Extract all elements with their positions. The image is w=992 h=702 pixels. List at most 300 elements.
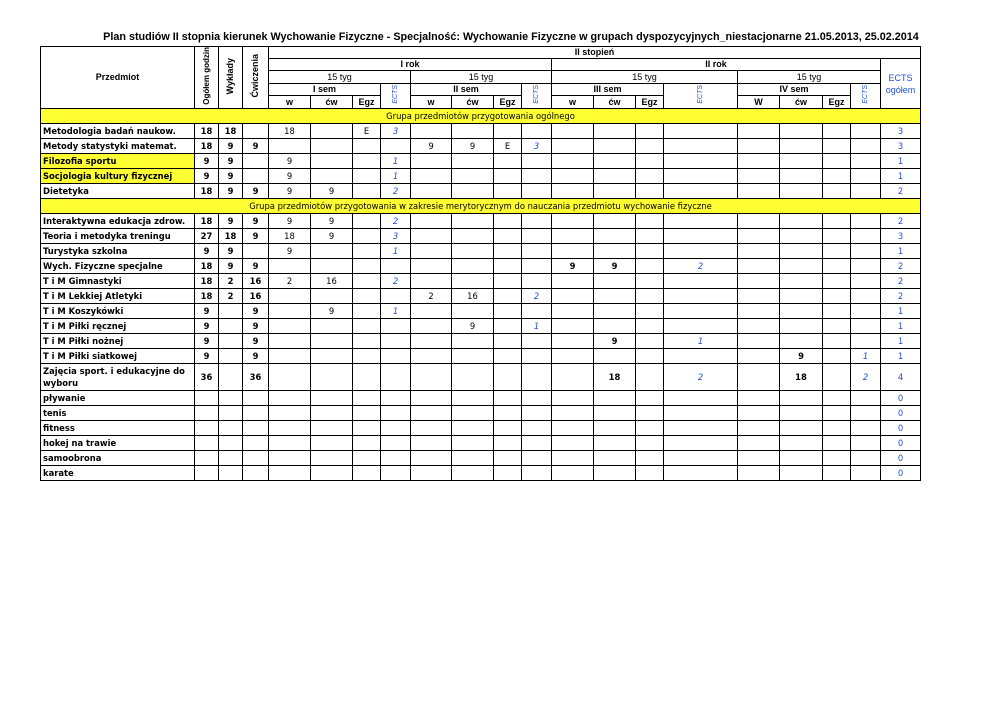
cell-s2c — [452, 229, 494, 244]
cell-s1c: 9 — [311, 229, 353, 244]
cell-s3e — [636, 229, 664, 244]
cell-cwi: 9 — [243, 139, 269, 154]
table-row — [41, 229, 921, 244]
cell-s3c: 9 — [594, 334, 636, 349]
cell-s2x — [522, 154, 552, 169]
cell-s4w — [738, 289, 780, 304]
cell-s1e — [353, 274, 381, 289]
cell-s3e — [636, 349, 664, 364]
cell-s2e — [494, 124, 522, 139]
cell-s2e — [494, 406, 522, 421]
cell-ects: 4 — [881, 364, 921, 391]
cell-s2e — [494, 214, 522, 229]
cell-s1x: 1 — [381, 154, 411, 169]
cell-s2w — [411, 304, 452, 319]
subject-name: samoobrona — [41, 451, 195, 466]
cell-s4w — [738, 154, 780, 169]
cell-s3c — [594, 289, 636, 304]
table-row — [41, 124, 921, 139]
cell-s1w — [269, 319, 311, 334]
header-w-sem2: w — [411, 96, 452, 109]
table-row — [41, 214, 921, 229]
cell-s4w — [738, 391, 780, 406]
cell-s2c — [452, 466, 494, 481]
cell-ects: 0 — [881, 436, 921, 451]
header-sem1: I sem — [269, 84, 381, 96]
cell-tot: 9 — [195, 304, 219, 319]
cell-s1c — [311, 406, 353, 421]
cell-s2c — [452, 364, 494, 391]
cell-s3c — [594, 466, 636, 481]
cell-cwi — [243, 421, 269, 436]
subject-name: Turystyka szkolna — [41, 244, 195, 259]
cell-tot: 9 — [195, 169, 219, 184]
subject-name: Metody statystyki matemat. — [41, 139, 195, 154]
cell-ects: 2 — [881, 214, 921, 229]
table-row — [41, 289, 921, 304]
cell-s1x — [381, 349, 411, 364]
cell-s4c — [780, 169, 823, 184]
cell-s4c — [780, 334, 823, 349]
cell-s2c — [452, 304, 494, 319]
cell-s2e — [494, 319, 522, 334]
cell-s1w: 9 — [269, 184, 311, 199]
cell-s3e — [636, 451, 664, 466]
cell-s2c — [452, 406, 494, 421]
cell-cwi: 9 — [243, 259, 269, 274]
cell-s2e — [494, 244, 522, 259]
cell-s2c — [452, 421, 494, 436]
cell-s3w — [552, 214, 594, 229]
cell-s3w — [552, 184, 594, 199]
cell-s2w: 2 — [411, 289, 452, 304]
cell-s3x: 2 — [664, 259, 738, 274]
cell-s1w — [269, 364, 311, 391]
cell-s3x — [664, 169, 738, 184]
table-row — [41, 334, 921, 349]
cell-s3c — [594, 169, 636, 184]
table-body — [41, 109, 921, 481]
cell-s3c: 18 — [594, 364, 636, 391]
cell-s4e — [823, 319, 851, 334]
cell-s4x — [851, 289, 881, 304]
cell-s1x — [381, 391, 411, 406]
cell-s3c — [594, 436, 636, 451]
cell-s3e — [636, 436, 664, 451]
cell-cwi: 9 — [243, 229, 269, 244]
cell-tot: 18 — [195, 289, 219, 304]
cell-s1w: 9 — [269, 244, 311, 259]
cell-tot: 18 — [195, 274, 219, 289]
cell-s2x — [522, 364, 552, 391]
header-exercises: Ćwiczenia — [243, 47, 269, 109]
cell-cwi — [243, 406, 269, 421]
cell-cwi: 9 — [243, 349, 269, 364]
cell-s4e — [823, 124, 851, 139]
cell-tot — [195, 421, 219, 436]
cell-wyk — [219, 421, 243, 436]
cell-s2c — [452, 259, 494, 274]
cell-s4e — [823, 451, 851, 466]
cell-s1e — [353, 364, 381, 391]
cell-s3w — [552, 391, 594, 406]
cell-cwi: 9 — [243, 184, 269, 199]
cell-s4w — [738, 214, 780, 229]
cell-s1x — [381, 319, 411, 334]
cell-s2e — [494, 304, 522, 319]
cell-s1w — [269, 334, 311, 349]
cell-s3x: 1 — [664, 334, 738, 349]
cell-ects: 1 — [881, 154, 921, 169]
header-lectures: Wykłady — [219, 47, 243, 109]
cell-s1e — [353, 466, 381, 481]
cell-s4c — [780, 421, 823, 436]
cell-s2e — [494, 184, 522, 199]
cell-s2x: 1 — [522, 319, 552, 334]
cell-s2c — [452, 154, 494, 169]
cell-s3x — [664, 274, 738, 289]
cell-s2x — [522, 304, 552, 319]
subject-name: tenis — [41, 406, 195, 421]
cell-s4c — [780, 154, 823, 169]
cell-ects: 3 — [881, 229, 921, 244]
cell-s2c — [452, 124, 494, 139]
cell-s3e — [636, 421, 664, 436]
cell-s3e — [636, 289, 664, 304]
cell-s1c — [311, 364, 353, 391]
cell-wyk: 9 — [219, 244, 243, 259]
cell-ects: 2 — [881, 259, 921, 274]
cell-s4x: 1 — [851, 349, 881, 364]
cell-s3e — [636, 139, 664, 154]
cell-s3w — [552, 451, 594, 466]
cell-s4e — [823, 349, 851, 364]
cell-s1c — [311, 334, 353, 349]
table-row — [41, 406, 921, 421]
cell-tot: 9 — [195, 349, 219, 364]
cell-s2w — [411, 406, 452, 421]
cell-s1e: E — [353, 124, 381, 139]
cell-s4c — [780, 124, 823, 139]
cell-s2w — [411, 451, 452, 466]
cell-s3c — [594, 214, 636, 229]
cell-cwi — [243, 391, 269, 406]
cell-s2e — [494, 451, 522, 466]
cell-s2e — [494, 229, 522, 244]
cell-s3c — [594, 229, 636, 244]
cell-s3w — [552, 274, 594, 289]
cell-s4w — [738, 319, 780, 334]
cell-s3e — [636, 364, 664, 391]
cell-s2w — [411, 349, 452, 364]
cell-s4x — [851, 259, 881, 274]
cell-s4c — [780, 289, 823, 304]
cell-s4c — [780, 184, 823, 199]
cell-wyk — [219, 466, 243, 481]
cell-wyk — [219, 334, 243, 349]
cell-wyk: 9 — [219, 259, 243, 274]
header-egz-sem4: Egz — [823, 96, 851, 109]
cell-s1c — [311, 169, 353, 184]
cell-s1e — [353, 259, 381, 274]
cell-s4e — [823, 364, 851, 391]
cell-s3e — [636, 334, 664, 349]
subject-name: pływanie — [41, 391, 195, 406]
header-ects-total: ECTS ogółem — [881, 59, 921, 109]
cell-s4c — [780, 436, 823, 451]
cell-s4x: 2 — [851, 364, 881, 391]
cell-s3x — [664, 421, 738, 436]
cell-ects: 1 — [881, 304, 921, 319]
cell-s2x: 3 — [522, 139, 552, 154]
cell-s3c — [594, 154, 636, 169]
cell-s4w — [738, 274, 780, 289]
cell-s4e — [823, 169, 851, 184]
cell-s1e — [353, 304, 381, 319]
cell-tot: 27 — [195, 229, 219, 244]
table-row — [41, 184, 921, 199]
cell-s3w — [552, 169, 594, 184]
subject-name: Metodologia badań naukow. — [41, 124, 195, 139]
cell-s4e — [823, 259, 851, 274]
cell-wyk — [219, 349, 243, 364]
subject-name: Filozofia sportu — [41, 154, 195, 169]
header-w-sem1: w — [269, 96, 311, 109]
cell-s3w — [552, 229, 594, 244]
cell-s4w — [738, 349, 780, 364]
cell-s2w — [411, 319, 452, 334]
cell-tot: 18 — [195, 214, 219, 229]
cell-s3w: 9 — [552, 259, 594, 274]
cell-s1w — [269, 289, 311, 304]
cell-s4e — [823, 154, 851, 169]
cell-wyk — [219, 451, 243, 466]
cell-s3e — [636, 304, 664, 319]
cell-s1x: 1 — [381, 244, 411, 259]
cell-s1x — [381, 406, 411, 421]
cell-s1c — [311, 244, 353, 259]
cell-s3c — [594, 274, 636, 289]
cell-s4x — [851, 154, 881, 169]
cell-s2w — [411, 274, 452, 289]
cell-s3e — [636, 391, 664, 406]
cell-s2w — [411, 259, 452, 274]
cell-cwi: 16 — [243, 289, 269, 304]
cell-s3c: 9 — [594, 259, 636, 274]
cell-s4w — [738, 259, 780, 274]
cell-s1e — [353, 139, 381, 154]
cell-s3c — [594, 139, 636, 154]
cell-s1x — [381, 451, 411, 466]
cell-s4e — [823, 466, 851, 481]
cell-s4x — [851, 421, 881, 436]
header-egz-sem1: Egz — [353, 96, 381, 109]
cell-s1w: 18 — [269, 124, 311, 139]
subject-name: hokej na trawie — [41, 436, 195, 451]
cell-ects: 3 — [881, 124, 921, 139]
cell-s1c — [311, 289, 353, 304]
cell-s1e — [353, 406, 381, 421]
cell-s4e — [823, 406, 851, 421]
cell-s1e — [353, 421, 381, 436]
cell-s4x — [851, 451, 881, 466]
cell-wyk: 9 — [219, 154, 243, 169]
cell-s1x — [381, 139, 411, 154]
cell-s2c: 9 — [452, 139, 494, 154]
cell-s3x — [664, 184, 738, 199]
cell-wyk: 9 — [219, 139, 243, 154]
cell-s3x — [664, 244, 738, 259]
cell-s2x — [522, 421, 552, 436]
cell-s4w — [738, 244, 780, 259]
cell-cwi — [243, 451, 269, 466]
cell-s2e — [494, 436, 522, 451]
table-row — [41, 154, 921, 169]
cell-s1e — [353, 391, 381, 406]
cell-s4x — [851, 334, 881, 349]
cell-s4e — [823, 391, 851, 406]
cell-ects: 0 — [881, 451, 921, 466]
cell-s3w — [552, 364, 594, 391]
cell-s3x — [664, 406, 738, 421]
header-w-sem3: w — [552, 96, 594, 109]
cell-s1w — [269, 349, 311, 364]
cell-s1c — [311, 466, 353, 481]
cell-ects: 2 — [881, 289, 921, 304]
cell-s2e — [494, 349, 522, 364]
cell-s4w — [738, 139, 780, 154]
header-year-1: I rok — [269, 59, 552, 71]
cell-s3w — [552, 406, 594, 421]
cell-s3e — [636, 169, 664, 184]
cell-s3x — [664, 349, 738, 364]
cell-s1c — [311, 436, 353, 451]
cell-s2e — [494, 466, 522, 481]
cell-s3e — [636, 274, 664, 289]
cell-s1e — [353, 229, 381, 244]
cell-s2e: E — [494, 139, 522, 154]
cell-wyk: 18 — [219, 124, 243, 139]
table-row — [41, 274, 921, 289]
cell-s1c — [311, 391, 353, 406]
cell-s1c — [311, 421, 353, 436]
cell-s2c — [452, 214, 494, 229]
cell-s3e — [636, 319, 664, 334]
cell-s1c: 9 — [311, 304, 353, 319]
cell-tot: 18 — [195, 124, 219, 139]
cell-ects: 1 — [881, 349, 921, 364]
cell-s1c — [311, 139, 353, 154]
cell-s2x — [522, 451, 552, 466]
subject-name: Interaktywna edukacja zdrow. — [41, 214, 195, 229]
cell-s4x — [851, 436, 881, 451]
cell-s1e — [353, 169, 381, 184]
cell-tot: 18 — [195, 184, 219, 199]
cell-s1w — [269, 139, 311, 154]
cell-s1e — [353, 319, 381, 334]
subject-name: Zajęcia sport. i edukacyjne do wyboru — [41, 364, 195, 391]
group-row — [41, 199, 921, 214]
cell-s3c — [594, 421, 636, 436]
cell-tot: 18 — [195, 259, 219, 274]
cell-wyk — [219, 436, 243, 451]
cell-s3x — [664, 154, 738, 169]
cell-ects: 3 — [881, 139, 921, 154]
cell-s1x — [381, 364, 411, 391]
cell-s3w — [552, 349, 594, 364]
cell-s3e — [636, 214, 664, 229]
cell-s3e — [636, 184, 664, 199]
cell-s3e — [636, 466, 664, 481]
cell-s1c — [311, 451, 353, 466]
header-weeks-sem4: 15 tyg — [738, 71, 881, 84]
page-title: Plan studiów II stopnia kierunek Wychowanie Fizyczne - Specjalność: Wychowanie Fizyczne w grupach dyspozycyjnych_niestacjonarne 21.05.2013, 25.02.2014 — [103, 31, 919, 43]
cell-s4c — [780, 466, 823, 481]
cell-s2e — [494, 364, 522, 391]
cell-s1x: 2 — [381, 184, 411, 199]
cell-wyk: 9 — [219, 184, 243, 199]
cell-wyk: 18 — [219, 229, 243, 244]
cell-wyk — [219, 319, 243, 334]
cell-s4c — [780, 229, 823, 244]
group-general: Grupa przedmiotów przygotowania ogólnego — [41, 109, 921, 124]
cell-s3x — [664, 139, 738, 154]
cell-s2c — [452, 349, 494, 364]
cell-s2w — [411, 334, 452, 349]
header-total-hours: Ogółem godzin — [195, 47, 219, 109]
cell-s2w — [411, 214, 452, 229]
cell-s1e — [353, 451, 381, 466]
cell-s4e — [823, 229, 851, 244]
cell-s2x — [522, 124, 552, 139]
header-cw-sem3: ćw — [594, 96, 636, 109]
cell-s3e — [636, 124, 664, 139]
cell-s1x — [381, 466, 411, 481]
cell-s3w — [552, 154, 594, 169]
cell-s2x — [522, 274, 552, 289]
cell-s2c — [452, 334, 494, 349]
cell-s2w — [411, 421, 452, 436]
cell-s1w — [269, 406, 311, 421]
cell-s2c: 9 — [452, 319, 494, 334]
cell-s4e — [823, 139, 851, 154]
cell-ects: 1 — [881, 319, 921, 334]
cell-s4c — [780, 274, 823, 289]
cell-s3x — [664, 391, 738, 406]
cell-s3w — [552, 289, 594, 304]
cell-tot — [195, 391, 219, 406]
cell-tot — [195, 406, 219, 421]
cell-cwi — [243, 466, 269, 481]
cell-s1e — [353, 289, 381, 304]
cell-tot — [195, 436, 219, 451]
cell-ects: 0 — [881, 406, 921, 421]
cell-s1c: 9 — [311, 214, 353, 229]
cell-s3x — [664, 319, 738, 334]
cell-s2x — [522, 466, 552, 481]
header-ects-sem2: ECTS — [522, 84, 552, 109]
cell-s2w — [411, 184, 452, 199]
cell-s3c — [594, 184, 636, 199]
cell-s1e — [353, 244, 381, 259]
table-row — [41, 244, 921, 259]
cell-s1x — [381, 421, 411, 436]
cell-s3x — [664, 214, 738, 229]
cell-s1w — [269, 304, 311, 319]
subject-name: Wych. Fizyczne specjalne — [41, 259, 195, 274]
cell-s2w — [411, 124, 452, 139]
cell-wyk: 2 — [219, 274, 243, 289]
